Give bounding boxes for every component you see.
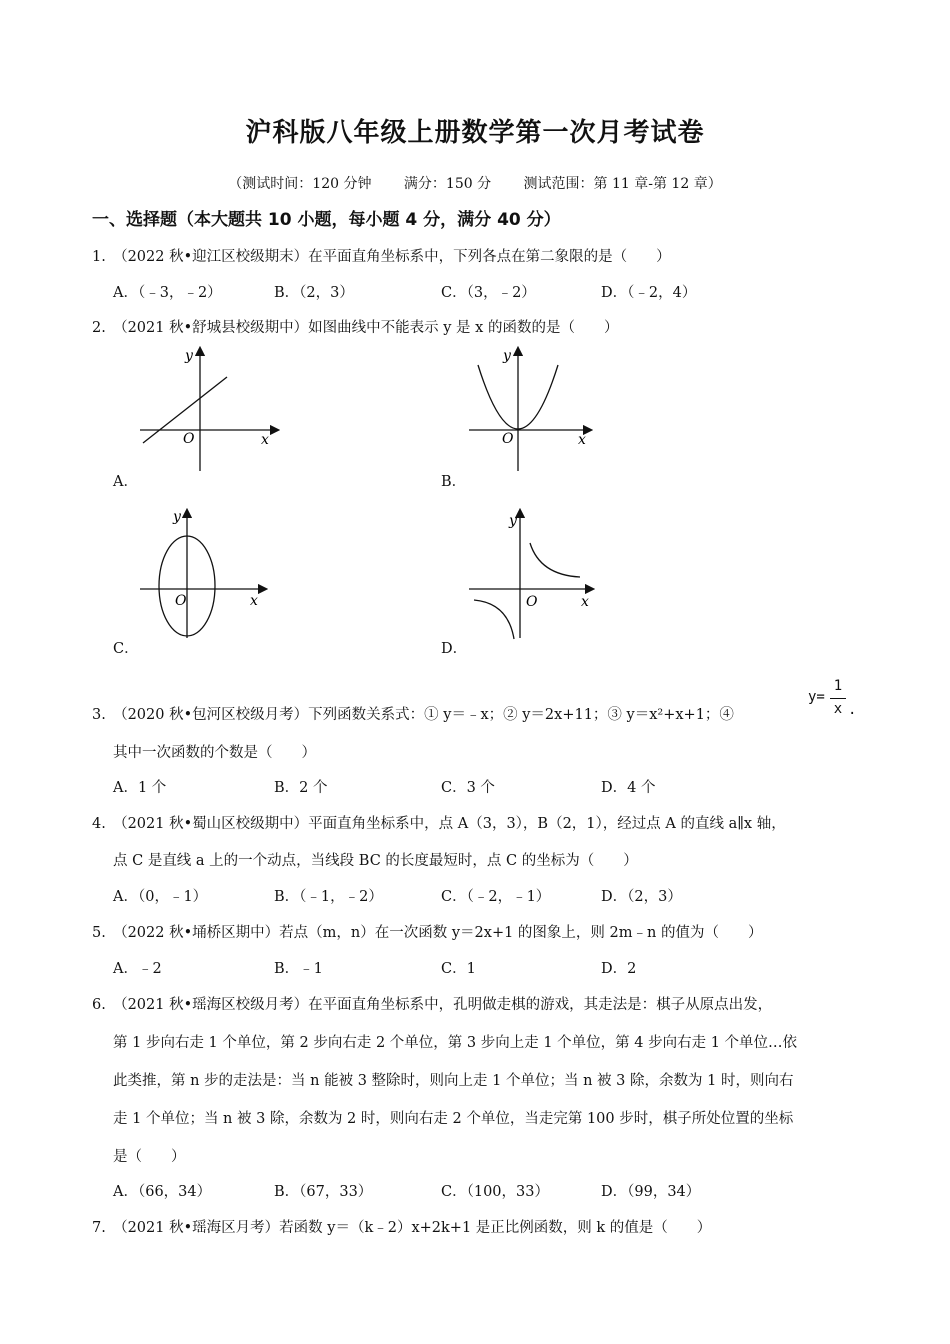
q6-option-d: D．（99，34） <box>601 1184 701 1200</box>
q2-label-b: B． <box>441 474 467 490</box>
graph-b-y-label: y <box>503 348 511 364</box>
graph-a-line <box>135 343 280 475</box>
question-1-stem: 1. （2022 秋•迎江区校级期末）在平面直角坐标系中，下列各点在第二象限的是（ ） <box>92 249 671 265</box>
q4-option-d: D．（2，3） <box>601 889 682 905</box>
q2-label-d: D． <box>441 641 468 657</box>
q3-fraction-denominator: x <box>833 701 843 717</box>
graph-a-origin: O <box>183 431 195 447</box>
graph-d-x-label: x <box>581 594 589 610</box>
question-7-stem: 7. （2021 秋•瑶海区月考）若函数 y＝（k﹣2）x+2k+1 是正比例函数，则 k 的值是（ ） <box>92 1220 712 1236</box>
question-3-line2: 其中一次函数的个数是（ ） <box>113 745 316 761</box>
q3-option-b: B．2 个 <box>274 780 328 796</box>
graph-d-y-label: y <box>509 513 517 529</box>
graph-b-parabola <box>466 343 596 475</box>
test-score: 满分：150 分 <box>403 176 492 192</box>
q4-option-b: B．（﹣1，﹣2） <box>274 889 383 905</box>
question-6-line4: 走 1 个单位；当 n 被 3 除，余数为 2 时，则向右走 2 个单位，当走完第 100 步时，棋子所处位置的坐标 <box>113 1111 794 1127</box>
q3-fraction <box>806 678 866 722</box>
test-range: 测试范围：第 11 章-第 12 章） <box>523 176 722 192</box>
q3-fraction-bar <box>830 698 846 699</box>
graph-a-y-label: y <box>185 348 193 364</box>
q3-fraction-numerator: 1 <box>833 678 843 694</box>
q5-option-b: B．﹣1 <box>274 961 323 977</box>
q6-option-a: A．（66，34） <box>113 1184 212 1200</box>
q3-option-d: D．4 个 <box>601 780 656 796</box>
q5-option-d: D．2 <box>601 961 637 977</box>
q3-option-a: A．1 个 <box>113 780 167 796</box>
q1-option-a: A．（﹣3，﹣2） <box>113 285 222 301</box>
q6-option-b: B．（67，33） <box>274 1184 373 1200</box>
question-6-line2: 第 1 步向右走 1 个单位，第 2 步向右走 2 个单位，第 3 步向上走 1 个单位，第 4 步向右走 1 个单位…依 <box>113 1035 798 1051</box>
graph-d-origin: O <box>526 594 538 610</box>
q1-option-b: B．（2，3） <box>274 285 354 301</box>
graph-c-ellipse <box>135 505 270 640</box>
q2-label-c: C． <box>113 641 139 657</box>
test-info <box>0 173 950 193</box>
q3-option-c: C．3 个 <box>441 780 495 796</box>
q3-fraction-period: . <box>848 702 857 718</box>
graph-b-origin: O <box>502 431 514 447</box>
q1-option-c: C．（3，﹣2） <box>441 285 536 301</box>
q5-option-c: C．1 <box>441 961 476 977</box>
question-6-line1: 6. （2021 秋•瑶海区校级月考）在平面直角坐标系中，孔明做走棋的游戏，其走法是：棋子从原点出发， <box>92 997 773 1013</box>
q4-option-c: C．（﹣2，﹣1） <box>441 889 551 905</box>
graph-d-hyperbola <box>466 505 596 640</box>
question-3-stem: 3. （2020 秋•包河区校级月考）下列函数关系式：① y＝﹣x；② y＝2x+11；③ y＝x²+x+1；④ <box>92 707 734 723</box>
q3-fraction-lhs: y= <box>808 689 825 705</box>
question-4-line2: 点 C 是直线 a 上的一个动点，当线段 BC 的长度最短时，点 C 的坐标为（ ） <box>113 853 638 869</box>
page-title: 沪科版八年级上册数学第一次月考试卷 <box>245 118 705 148</box>
question-6-line3: 此类推，第 n 步的走法是：当 n 能被 3 整除时，则向上走 1 个单位；当 n 被 3 除，余数为 1 时，则向右 <box>113 1073 794 1089</box>
section-title: 一、选择题（本大题共 10 小题，每小题 4 分，满分 40 分） <box>92 210 561 230</box>
q6-option-c: C．（100，33） <box>441 1184 549 1200</box>
graph-c-x-label: x <box>250 593 258 609</box>
graph-b-x-label: x <box>578 432 586 448</box>
question-6-line5: 是（ ） <box>113 1149 186 1165</box>
test-time: （测试时间：120 分钟 <box>228 176 372 192</box>
q4-option-a: A．（0，﹣1） <box>113 889 208 905</box>
q5-option-a: A．﹣2 <box>113 961 162 977</box>
q1-option-d: D．（﹣2，4） <box>601 285 697 301</box>
question-2-stem: 2. （2021 秋•舒城县校级期中）如图曲线中不能表示 y 是 x 的函数的是（ ） <box>92 320 619 336</box>
question-5-stem: 5. （2022 秋•埇桥区期中）若点（m，n）在一次函数 y＝2x+1 的图象上，则 2m﹣n 的值为（ ） <box>92 925 763 941</box>
graph-c-y-label: y <box>173 509 181 525</box>
q2-label-a: A． <box>113 474 138 490</box>
graph-a-x-label: x <box>261 432 269 448</box>
question-4-line1: 4. （2021 秋•蜀山区校级期中）平面直角坐标系中，点 A（3，3），B（2，1），经过点 A 的直线 a∥x 轴， <box>92 816 786 832</box>
graph-c-origin: O <box>175 593 187 609</box>
